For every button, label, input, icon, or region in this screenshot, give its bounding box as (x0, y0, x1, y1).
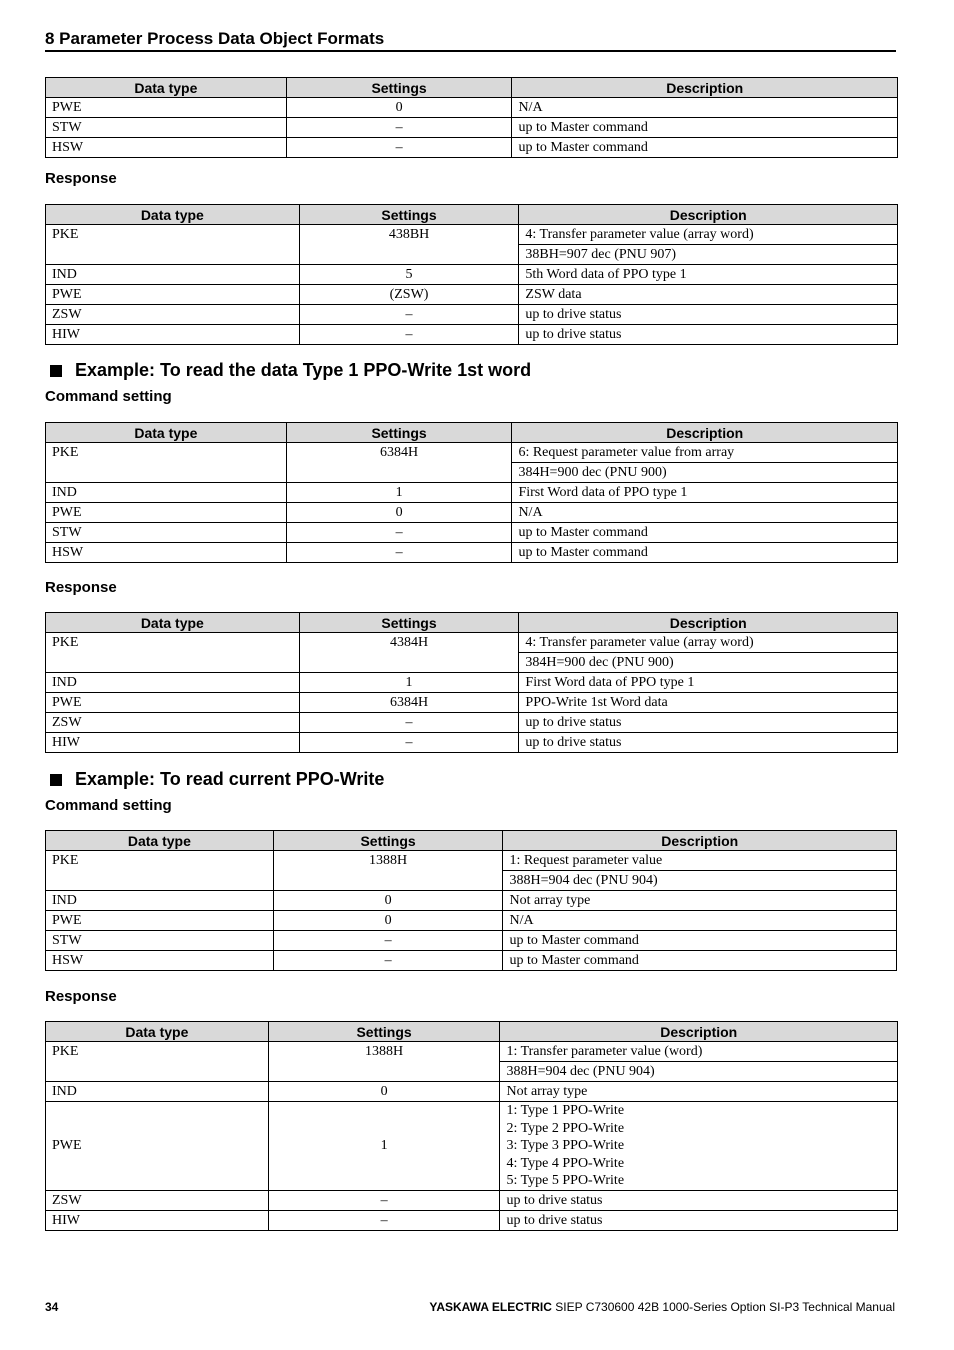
command-label-2: Command setting (45, 797, 172, 814)
table-row (46, 693, 898, 713)
cell-description: up to Master command (512, 118, 898, 138)
response-label-2: Response (45, 579, 117, 596)
cell-description: ZSW data (519, 285, 898, 305)
cell-data-type: ZSW (46, 1190, 269, 1210)
column-header: Data type (46, 205, 300, 225)
cell-data-type: IND (46, 1082, 269, 1102)
column-header: Description (519, 613, 898, 633)
cell-data-type: PWE (46, 1102, 269, 1191)
table-row (46, 1190, 898, 1210)
cell-data-type: HSW (46, 138, 287, 158)
cell-description: 384H=900 dec (PNU 900) (512, 463, 898, 483)
cell-settings: 0 (286, 503, 512, 523)
command-table-2 (45, 422, 898, 563)
response-label-1: Response (45, 170, 117, 187)
table-header-row (46, 831, 897, 851)
cell-description: Not array type (503, 891, 897, 911)
cell-data-type: HSW (46, 951, 274, 971)
cell-data-type: STW (46, 118, 287, 138)
cell-settings: – (273, 931, 503, 951)
cell-settings: – (299, 325, 519, 345)
cell-data-type: PWE (46, 693, 300, 713)
table-header-row (46, 1022, 898, 1042)
command-table-3 (45, 830, 897, 971)
cell-data-type: IND (46, 891, 274, 911)
response-table-2 (45, 612, 898, 753)
cell-data-type: PKE (46, 225, 300, 265)
table-row (46, 1210, 898, 1230)
cell-settings: – (299, 713, 519, 733)
footer-brand: YASKAWA ELECTRIC (429, 1300, 552, 1314)
table-row (46, 225, 898, 245)
cell-description: 6: Request parameter value from array (512, 443, 898, 463)
cell-description: PPO-Write 1st Word data (519, 693, 898, 713)
cell-settings: 0 (273, 891, 503, 911)
page-header: 8 Parameter Process Data Object Formats (45, 29, 896, 52)
cell-description: 1: Transfer parameter value (word) (500, 1042, 898, 1062)
table-row (46, 138, 898, 158)
cell-data-type: IND (46, 483, 287, 503)
cell-description: up to drive status (519, 325, 898, 345)
response-label-3: Response (45, 988, 117, 1005)
cell-data-type: PKE (46, 443, 287, 483)
command-table-1 (45, 77, 898, 158)
cell-description: First Word data of PPO type 1 (519, 673, 898, 693)
cell-settings: 0 (273, 911, 503, 931)
cell-description: up to drive status (519, 305, 898, 325)
cell-description: 5th Word data of PPO type 1 (519, 265, 898, 285)
cell-data-type: HIW (46, 325, 300, 345)
cell-settings: (ZSW) (299, 285, 519, 305)
cell-data-type: PKE (46, 1042, 269, 1082)
cell-data-type: PWE (46, 285, 300, 305)
cell-data-type: PWE (46, 503, 287, 523)
column-header: Data type (46, 423, 287, 443)
cell-data-type: PKE (46, 633, 300, 673)
cell-description: N/A (503, 911, 897, 931)
column-header: Settings (286, 78, 512, 98)
cell-settings: – (273, 951, 503, 971)
table-header-row (46, 78, 898, 98)
cell-description: up to Master command (512, 138, 898, 158)
table-row (46, 523, 898, 543)
cell-description: N/A (512, 503, 898, 523)
cell-settings: 438BH (299, 225, 519, 265)
cell-settings: 0 (286, 98, 512, 118)
table-row (46, 503, 898, 523)
cell-description: 4: Transfer parameter value (array word) (519, 633, 898, 653)
response-table-3 (45, 1021, 898, 1231)
column-header: Description (503, 831, 897, 851)
column-header: Data type (46, 613, 300, 633)
footer-doc-title: SIEP C730600 42B 1000-Series Option SI-P3 Technical Manual (551, 1300, 895, 1314)
cell-data-type: STW (46, 523, 287, 543)
table-row (46, 911, 897, 931)
cell-description: 38BH=907 dec (PNU 907) (519, 245, 898, 265)
cell-settings: – (268, 1210, 500, 1230)
table-row (46, 673, 898, 693)
cell-description: up to Master command (512, 543, 898, 563)
cell-description: up to Master command (512, 523, 898, 543)
cell-data-type: PKE (46, 851, 274, 891)
response-table-1 (45, 204, 898, 345)
cell-settings: 5 (299, 265, 519, 285)
cell-description: up to drive status (500, 1190, 898, 1210)
cell-settings: 6384H (286, 443, 512, 483)
cell-settings: 4384H (299, 633, 519, 673)
column-header: Data type (46, 1022, 269, 1042)
cell-description: Not array type (500, 1082, 898, 1102)
section-heading-2 (50, 769, 384, 790)
table-row (46, 1102, 898, 1191)
cell-settings: – (286, 138, 512, 158)
cell-description: up to drive status (500, 1210, 898, 1230)
table-row (46, 325, 898, 345)
cell-settings: 1388H (268, 1042, 500, 1082)
cell-data-type: IND (46, 265, 300, 285)
cell-settings: 0 (268, 1082, 500, 1102)
cell-description: up to Master command (503, 931, 897, 951)
cell-description: up to Master command (503, 951, 897, 971)
column-header: Settings (299, 613, 519, 633)
table-row (46, 265, 898, 285)
cell-description: 384H=900 dec (PNU 900) (519, 653, 898, 673)
cell-settings: – (268, 1190, 500, 1210)
table-header-row (46, 205, 898, 225)
table-row (46, 285, 898, 305)
column-header: Settings (299, 205, 519, 225)
column-header: Description (512, 78, 898, 98)
cell-description: N/A (512, 98, 898, 118)
table-header-row (46, 423, 898, 443)
section-title-2: Example: To read current PPO-Write (75, 769, 385, 789)
table-row (46, 118, 898, 138)
cell-description: up to drive status (519, 713, 898, 733)
table-row (46, 891, 897, 911)
column-header: Settings (268, 1022, 500, 1042)
table-row (46, 483, 898, 503)
cell-description: up to drive status (519, 733, 898, 753)
cell-data-type: HIW (46, 733, 300, 753)
table-row (46, 851, 897, 871)
cell-settings: – (299, 733, 519, 753)
table-row (46, 443, 898, 463)
table-row (46, 713, 898, 733)
cell-data-type: HSW (46, 543, 287, 563)
footer-doc-info (429, 1300, 895, 1314)
table-row (46, 1042, 898, 1062)
cell-settings: – (286, 543, 512, 563)
cell-data-type: IND (46, 673, 300, 693)
cell-data-type: PWE (46, 98, 287, 118)
table-header-row (46, 613, 898, 633)
bullet-square-icon (50, 365, 62, 377)
column-header: Description (512, 423, 898, 443)
table-row (46, 305, 898, 325)
table-row (46, 931, 897, 951)
cell-description: 1: Type 1 PPO-Write 2: Type 2 PPO-Write 3: Type 3 PPO-Write 4: Type 4 PPO-Write 5: Type 5 PPO-Write (500, 1102, 898, 1191)
cell-settings: – (299, 305, 519, 325)
table-row (46, 633, 898, 653)
column-header: Settings (286, 423, 512, 443)
column-header: Description (500, 1022, 898, 1042)
table-row (46, 1082, 898, 1102)
cell-settings: 1 (268, 1102, 500, 1191)
cell-settings: – (286, 523, 512, 543)
cell-data-type: PWE (46, 911, 274, 931)
cell-settings: – (286, 118, 512, 138)
cell-description: 4: Transfer parameter value (array word) (519, 225, 898, 245)
cell-description: 1: Request parameter value (503, 851, 897, 871)
table-row (46, 733, 898, 753)
column-header: Settings (273, 831, 503, 851)
cell-description: First Word data of PPO type 1 (512, 483, 898, 503)
section-title-1: Example: To read the data Type 1 PPO-Write 1st word (75, 360, 532, 380)
cell-settings: 1388H (273, 851, 503, 891)
cell-description: 388H=904 dec (PNU 904) (503, 871, 897, 891)
table-row (46, 951, 897, 971)
cell-description: 388H=904 dec (PNU 904) (500, 1062, 898, 1082)
table-row (46, 98, 898, 118)
cell-data-type: STW (46, 931, 274, 951)
section-heading-1 (50, 360, 531, 381)
column-header: Description (519, 205, 898, 225)
column-header: Data type (46, 78, 287, 98)
cell-settings: 1 (299, 673, 519, 693)
command-label-1: Command setting (45, 388, 172, 405)
cell-data-type: ZSW (46, 713, 300, 733)
bullet-square-icon (50, 774, 62, 786)
column-header: Data type (46, 831, 274, 851)
cell-settings: 1 (286, 483, 512, 503)
cell-settings: 6384H (299, 693, 519, 713)
table-row (46, 543, 898, 563)
cell-data-type: ZSW (46, 305, 300, 325)
cell-data-type: HIW (46, 1210, 269, 1230)
page-number: 34 (45, 1300, 59, 1314)
